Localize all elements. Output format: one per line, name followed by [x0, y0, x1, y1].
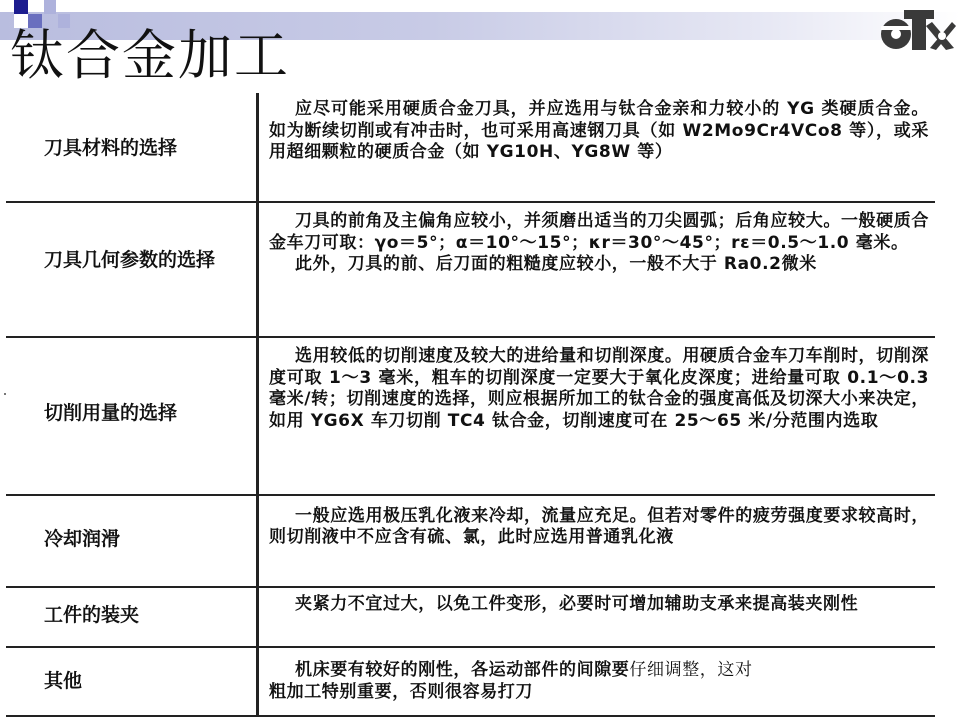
row-desc-cell: [258, 337, 936, 495]
row-label-cell: [6, 337, 258, 495]
gear-logo-icon: [876, 4, 956, 54]
decor-square: [14, 0, 28, 14]
row-desc: 一般应选用极压乳化液来冷却，流量应充足。但若对零件的疲劳强度要求较高时，则切削液中不应含有硫、氯，此时应选用普通乳化液: [269, 505, 929, 548]
row-desc-cell: [258, 93, 936, 202]
row-desc-part: 机床要有较好的刚性，各运动部件的间隙要: [295, 660, 630, 681]
table-row: [6, 647, 935, 716]
row-desc: 选用较低的切削速度及较大的进给量和切削深度。用硬质合金车刀车削时，切削深度可取 1～3 毫米，粗车的切削深度一定要大于氧化皮深度；进给量可取 0.1～0.3 毫米/转；切削速度的选择，则应根据所加工的钛合金的强度高低及切深大小来决定，如用 YG6X 车刀切削 TC4 钛合金，切削速度可在 25～65 米/分范围内选取: [269, 346, 929, 431]
row-label-cell: [6, 202, 258, 337]
spec-table: [6, 93, 935, 717]
row-label-cell: [6, 495, 258, 587]
row-label: 切削用量的选择: [44, 402, 178, 425]
row-label-cell: [6, 647, 258, 716]
row-label: 工件的装夹: [44, 603, 140, 626]
row-desc: 刀具的前角及主偏角应较小，并须磨出适当的刀尖圆弧；后角应较大。一般硬质合金车刀可取：γo＝5°；α＝10°～15°；κr＝30°～45°；rε＝0.5～1.0 毫米。: [269, 211, 929, 253]
row-label: 其他: [44, 670, 83, 693]
row-desc-cell: [258, 202, 936, 337]
table-row: [6, 495, 935, 587]
row-label-cell: [6, 587, 258, 648]
table-row: [6, 337, 935, 495]
decor-square: [44, 0, 56, 14]
row-desc: 应尽可能采用硬质合金刀具，并应选用与钛合金亲和力较小的 YG 类硬质合金。如为断续切削或有冲击时，也可采用高速钢刀具（如 W2Mo9Cr4VCo8 等），或采用超细颗粒的硬质合金（如 YG10H、YG8W 等）: [269, 99, 929, 162]
table-row: [6, 202, 935, 337]
row-label-cell: [6, 93, 258, 202]
row-desc-cell: [258, 587, 936, 648]
slide-title: 钛合金加工: [10, 24, 290, 87]
table-row: [6, 587, 935, 648]
row-desc: [259, 660, 935, 682]
table-row: [6, 93, 935, 202]
row-label: 刀具材料的选择: [44, 137, 178, 159]
row-desc-continued: 粗加工特别重要，否则很容易打刀: [269, 681, 533, 702]
row-desc-tail: 仔细调整，这对: [629, 660, 753, 681]
row-label: 冷却润滑: [44, 527, 121, 550]
row-desc: 夹紧力不宜过大，以免工件变形，必要时可增加辅助支承来提高装夹刚性: [295, 593, 859, 614]
row-desc-cell: [258, 495, 936, 587]
row-desc-continued: 此外，刀具的前、后刀面的粗糙度应较小，一般不大于 Ra0.2微米: [295, 254, 817, 275]
row-desc-cell: [258, 647, 936, 716]
row-label: 刀具几何参数的选择: [44, 249, 216, 272]
